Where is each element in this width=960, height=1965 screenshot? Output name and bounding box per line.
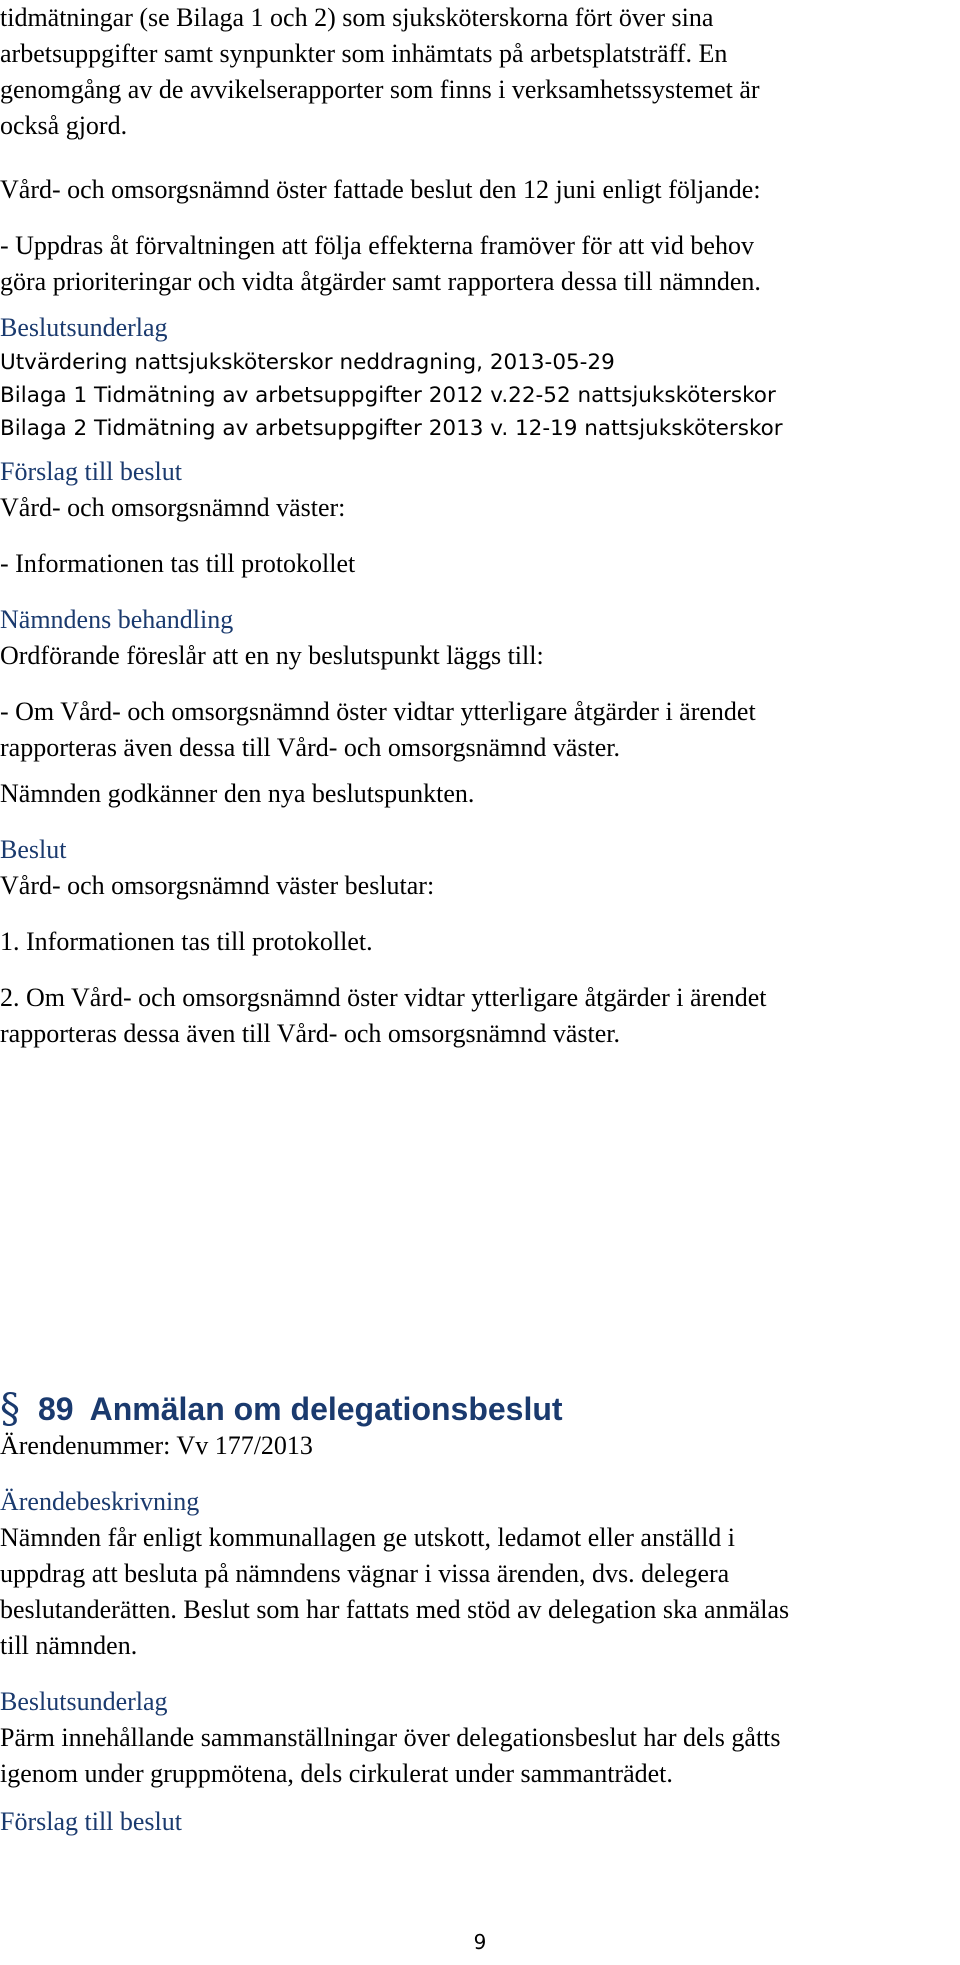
intro-paragraph	[0, 0, 940, 144]
beslutsunderlag-heading: Beslutsunderlag	[0, 313, 168, 342]
proposal-item: - Informationen tas till protokollet	[0, 549, 356, 578]
section-number: 89	[38, 1390, 74, 1427]
text-line: - Om Vård- och omsorgsnämnd öster vidtar ytterligare åtgärder i ärendet	[0, 697, 756, 726]
decision-item-1: 1. Informationen tas till protokollet.	[0, 927, 373, 956]
beslutsunderlag-heading-2: Beslutsunderlag	[0, 1687, 168, 1716]
vaster-label: Vård- och omsorgsnämnd väster:	[0, 493, 346, 522]
approved-text: Nämnden godkänner den nya beslutspunkten.	[0, 779, 475, 808]
decision-item-2	[0, 980, 940, 1052]
text-line: tidmätningar (se Bilaga 1 och 2) som sjuksköterskorna fört över sina	[0, 3, 714, 32]
text-line: arbetsuppgifter samt synpunkter som inhämtats på arbetsplatsträff. En	[0, 39, 728, 68]
assignment-paragraph	[0, 228, 940, 300]
forslag-heading-2: Förslag till beslut	[0, 1807, 182, 1836]
text-line: genomgång av de avvikelserapporter som finns i verksamhetssystemet är	[0, 75, 760, 104]
description-paragraph	[0, 1520, 940, 1664]
text-line: göra prioriteringar och vidta åtgärder samt rapportera dessa till nämnden.	[0, 267, 761, 296]
section-title: Anmälan om delegationsbeslut	[89, 1390, 563, 1427]
text-line: rapporteras dessa även till Vård- och omsorgsnämnd väster.	[0, 1019, 620, 1048]
chair-proposal-text: Ordförande föreslår att en ny beslutspunkt läggs till:	[0, 641, 544, 670]
section-symbol: §	[0, 1386, 20, 1432]
text-line: 2. Om Vård- och omsorgsnämnd öster vidtar ytterligare åtgärder i ärendet	[0, 983, 767, 1012]
text-line: - Uppdras åt förvaltningen att följa effekterna framöver för att vid behov	[0, 231, 754, 260]
text-line: också gjord.	[0, 111, 128, 140]
attachments-list	[0, 346, 940, 445]
text-line: beslutanderätten. Beslut som har fattats med stöd av delegation ska anmälas	[0, 1595, 790, 1624]
section-heading	[0, 1386, 563, 1432]
attachment-item: Bilaga 2 Tidmätning av arbetsuppgifter 2013 v. 12-19 nattsjuksköterskor	[0, 416, 783, 441]
attachment-item: Bilaga 1 Tidmätning av arbetsuppgifter 2012 v.22-52 nattsjuksköterskor	[0, 383, 776, 408]
beslut-heading: Beslut	[0, 835, 67, 864]
text-line: Pärm innehållande sammanställningar över delegationsbeslut har dels gåtts	[0, 1723, 781, 1752]
binder-paragraph	[0, 1720, 940, 1792]
text-line: uppdrag att besluta på nämndens vägnar i vissa ärenden, dvs. delegera	[0, 1559, 730, 1588]
attachment-item: Utvärdering nattsjuksköterskor neddragning, 2013-05-29	[0, 350, 615, 375]
text-line: till nämnden.	[0, 1631, 138, 1660]
text-line: Nämnden får enligt kommunallagen ge utskott, ledamot eller anställd i	[0, 1523, 736, 1552]
forslag-heading: Förslag till beslut	[0, 457, 182, 486]
arendebeskrivning-heading: Ärendebeskrivning	[0, 1487, 200, 1516]
behandling-heading: Nämndens behandling	[0, 605, 234, 634]
case-number: Ärendenummer: Vv 177/2013	[0, 1431, 313, 1460]
new-point-paragraph	[0, 694, 940, 766]
text-line: igenom under gruppmötena, dels cirkulerat under sammanträdet.	[0, 1759, 673, 1788]
text-line: rapporteras även dessa till Vård- och omsorgsnämnd väster.	[0, 733, 620, 762]
page-number: 9	[473, 1930, 487, 1954]
decision-oster-text: Vård- och omsorgsnämnd öster fattade beslut den 12 juni enligt följande:	[0, 175, 761, 204]
vaster-decides-text: Vård- och omsorgsnämnd väster beslutar:	[0, 871, 435, 900]
